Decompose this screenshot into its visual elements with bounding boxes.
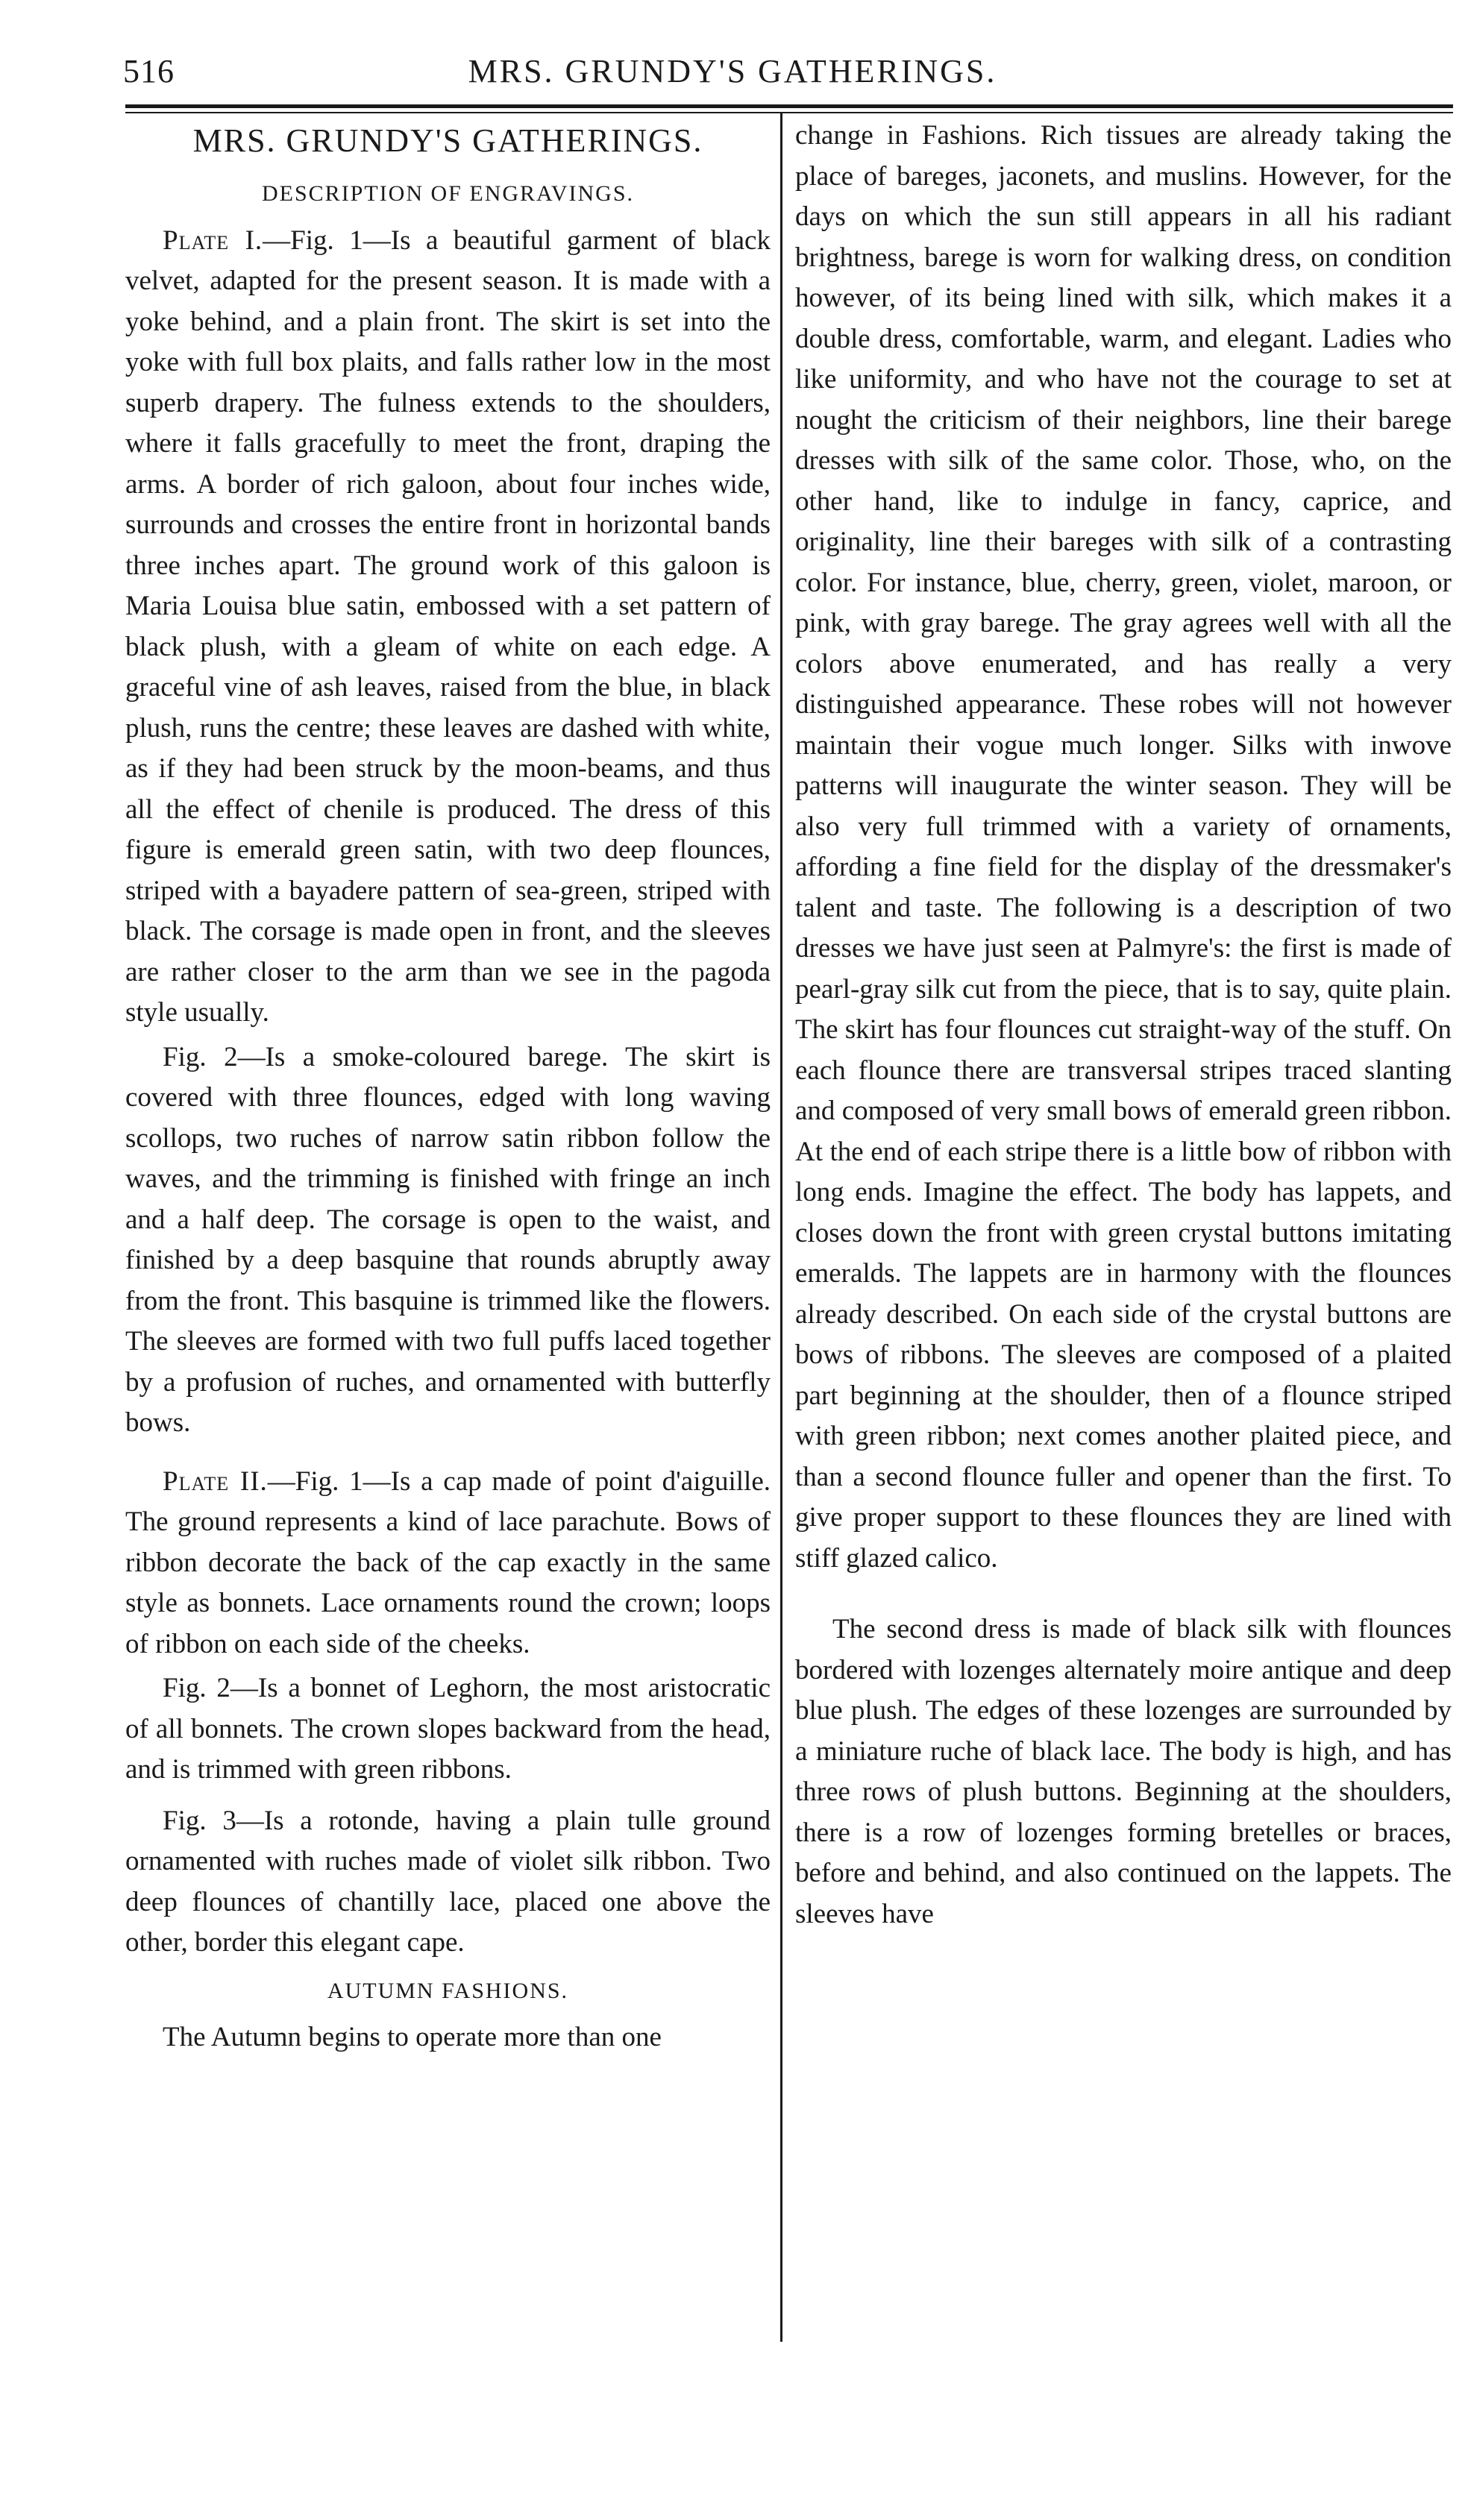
paragraph-gap [795,1583,1452,1609]
autumn-continued-paragraph: change in Fashions. Rich tissues are already taking the place of bareges, jaconets, and muslins. However, for the days on which the sun still appears in all his radiant brightness, barege is worn for walking dress, on condition however, of its being lined with silk, which makes it a double dress, comfortable, warm, and elegant. Ladies who like uniformity, and who have not the courage to set at nought the criticism of their neighbors, line their barege dresses with silk of the same color. Those, who, on the other hand, like to indulge in fancy, caprice, and originality, line their bareges with silk of a contrasting color. For instance, blue, cherry, green, violet, maroon, or pink, with gray barege. The gray agrees well with all the colors above enumerated, and has really a very distinguished appearance. These robes will not however maintain their vogue much longer. Silks with inwove patterns will inaugurate the winter season. They will be also very full trimmed with a variety of ornaments, affording a fine field for the display of the dressmaker's talent and taste. The following is a description of two dresses we have just seen at Palmyre's: the first is made of pearl-gray silk cut from the piece, that is to say, quite plain. The skirt has four flounces cut straight-way of the stuff. On each flounce there are transversal stripes traced slanting and composed of very small bows of emerald green ribbon. At the end of each stripe there is a little bow of ribbon with long ends. Imagine the effect. The body has lappets, and closes down the front with green crystal buttons imitating emeralds. The lappets are in harmony with the flounces already described. On each side of the crystal buttons are bows of ribbons. The sleeves are composed of a plaited part beginning at the shoulder, then of a flounce striped with green ribbon; next comes another plaited piece, and than a second flounce fuller and opener than the first. To give proper support to these flounces they are lined with stiff glazed calico. [795,120,1452,1574]
header-rule [125,104,1453,108]
autumn-heading: AUTUMN FASHIONS. [327,1978,569,2003]
column-divider [780,112,782,2342]
plate2-label: Plate II. [163,1465,268,1497]
plate1-label: Plate I. [163,224,263,256]
section-heading: DESCRIPTION OF ENGRAVINGS. [262,181,634,206]
second-dress-paragraph: The second dress is made of black silk with flounces bordered with lozenges alternately moire antique and deep blue plush. The edges of these lozenges are surrounded by a miniature ruche of black lace. The body is high, and has three rows of plush buttons. Beginning at the shoulders, there is a row of lozenges forming bretelles or braces, before and behind, and also continued on the lappets. The sleeves have [795,1614,1452,1929]
plate2-fig2-paragraph: Fig. 2—Is a bonnet of Leghorn, the most aristocratic of all bonnets. The crown slopes backward from the head, and is trimmed with green ribbons. [125,1673,771,1785]
plate1-fig1-paragraph [125,221,771,1034]
running-title: MRS. GRUNDY'S GATHERINGS. [468,53,997,89]
page-number: 516 [123,53,175,89]
plate2-fig1-text: —Fig. 1—Is a cap made of point d'aiguille. The ground represents a kind of lace parachute. Bows of ribbon decorate the back of the cap exactly in the same style as bonnets. Lace ornaments round the crown; loops of ribbon on each side of the cheeks. [125,1465,771,1659]
plate2-fig1-paragraph [125,1462,771,1665]
page-header [0,30,1465,97]
plate1-fig1-text: —Fig. 1—Is a beautiful garment of black velvet, adapted for the present season. It is made with a yoke behind, and a plain front. The skirt is set into the yoke with full box plaits, and falls rather low in the most superb drapery. The fulness extends to the shoulders, where it falls gracefully to meet the front, draping the arms. A border of rich galoon, about four inches wide, surrounds and crosses the entire front in horizontal bands three inches apart. The ground work of this galoon is Maria Louisa blue satin, embossed with a set pattern of black plush, with a gleam of white on each edge. A graceful vine of ash leaves, raised from the blue, in black plush, runs the centre; these leaves are dashed with white, as if they had been struck by the moon-beams, and thus all the effect of chenile is produced. The dress of this figure is emerald green satin, with two deep flounces, striped with a bayadere pattern of sea-green, striped with black. The corsage is made open in front, and the sleeves are rather closer to the arm than we see in the pagoda style usually. [125,224,771,1028]
article-title: MRS. GRUNDY'S GATHERINGS. [192,122,703,159]
autumn-paragraph: The Autumn begins to operate more than one [163,2022,662,2052]
header-rule-thin [125,112,1453,113]
right-column [795,116,1452,1938]
left-column [125,116,771,2062]
plate2-fig3-paragraph: Fig. 3—Is a rotonde, having a plain tulle ground ornamented with ruches made of violet silk ribbon. Two deep flounces of chantilly lace, placed one above the other, border this elegant cape. [125,1805,771,1958]
plate1-fig2-paragraph: Fig. 2—Is a smoke-coloured barege. The skirt is covered with three flounces, edged with long waving scollops, two ruches of narrow satin ribbon follow the waves, and the trimming is finished with fringe an inch and a half deep. The corsage is open to the waist, and finished by a deep basquine that rounds abruptly away from the front. This basquine is trimmed like the flowers. The sleeves are formed with two full puffs laced together by a profusion of ruches, and ornamented with butterfly bows. [125,1041,771,1438]
